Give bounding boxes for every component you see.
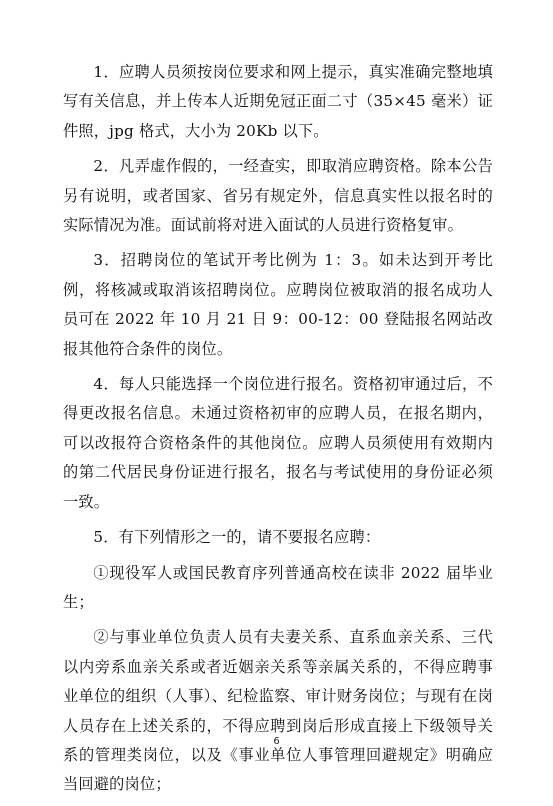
page-number: 6	[273, 736, 280, 747]
paragraph-exclusions-heading: 5．有下列情形之一的，请不要报名应聘：	[93, 528, 381, 547]
paragraph-exclusion-2: ②与事业单位负责人员有夫妻关系、直系血亲关系、三代以内旁系血亲关系或者近姻亲关系等亲属关系的，不得应聘事业单位的组织（人事）、纪检监察、审计财务岗位；与现有在岗人员存在上述关系的，不得应聘到岗后形成直接上下级领导关系的管理类岗位，以及《事业单位人事管理回避规定》明确应当回避的岗位；	[63, 628, 493, 794]
paragraph-exclusion-1: ①现役军人或国民教育序列普通高校在读非 2022 届毕业生；	[63, 563, 493, 611]
paragraph-exam-ratio: 3．招聘岗位的笔试开考比例为 1：3。如未达到开考比例，将核减或取消该招聘岗位。应聘岗位被取消的报名成功人员可在 2022 年 10 月 21 日 9：00-12：00 登陆报名网站改报其他符合条件的岗位。	[63, 251, 493, 358]
paragraph-application-info: 1．应聘人员须按岗位要求和网上提示，真实准确完整地填写有关信息，并上传本人近期免冠正面二寸（35×45 毫米）证件照，jpg 格式，大小为 20Kb 以下。	[63, 63, 493, 140]
paragraph-falsification: 2．凡弄虚作假的，一经查实，即取消应聘资格。除本公告另有说明，或者国家、省另有规定外，信息真实性以报名时的实际情况为准。面试前将对进入面试的人员进行资格复审。	[63, 157, 493, 235]
document-body	[63, 58, 493, 806]
paragraph-one-position: 4．每人只能选择一个岗位进行报名。资格初审通过后，不得更改报名信息。未通过资格初审的应聘人员，在报名期内，可以改报符合资格条件的其他岗位。应聘人员须使用有效期内的第二代居民身份证进行报名，报名与考试使用的身份证必须一致。	[63, 375, 493, 511]
